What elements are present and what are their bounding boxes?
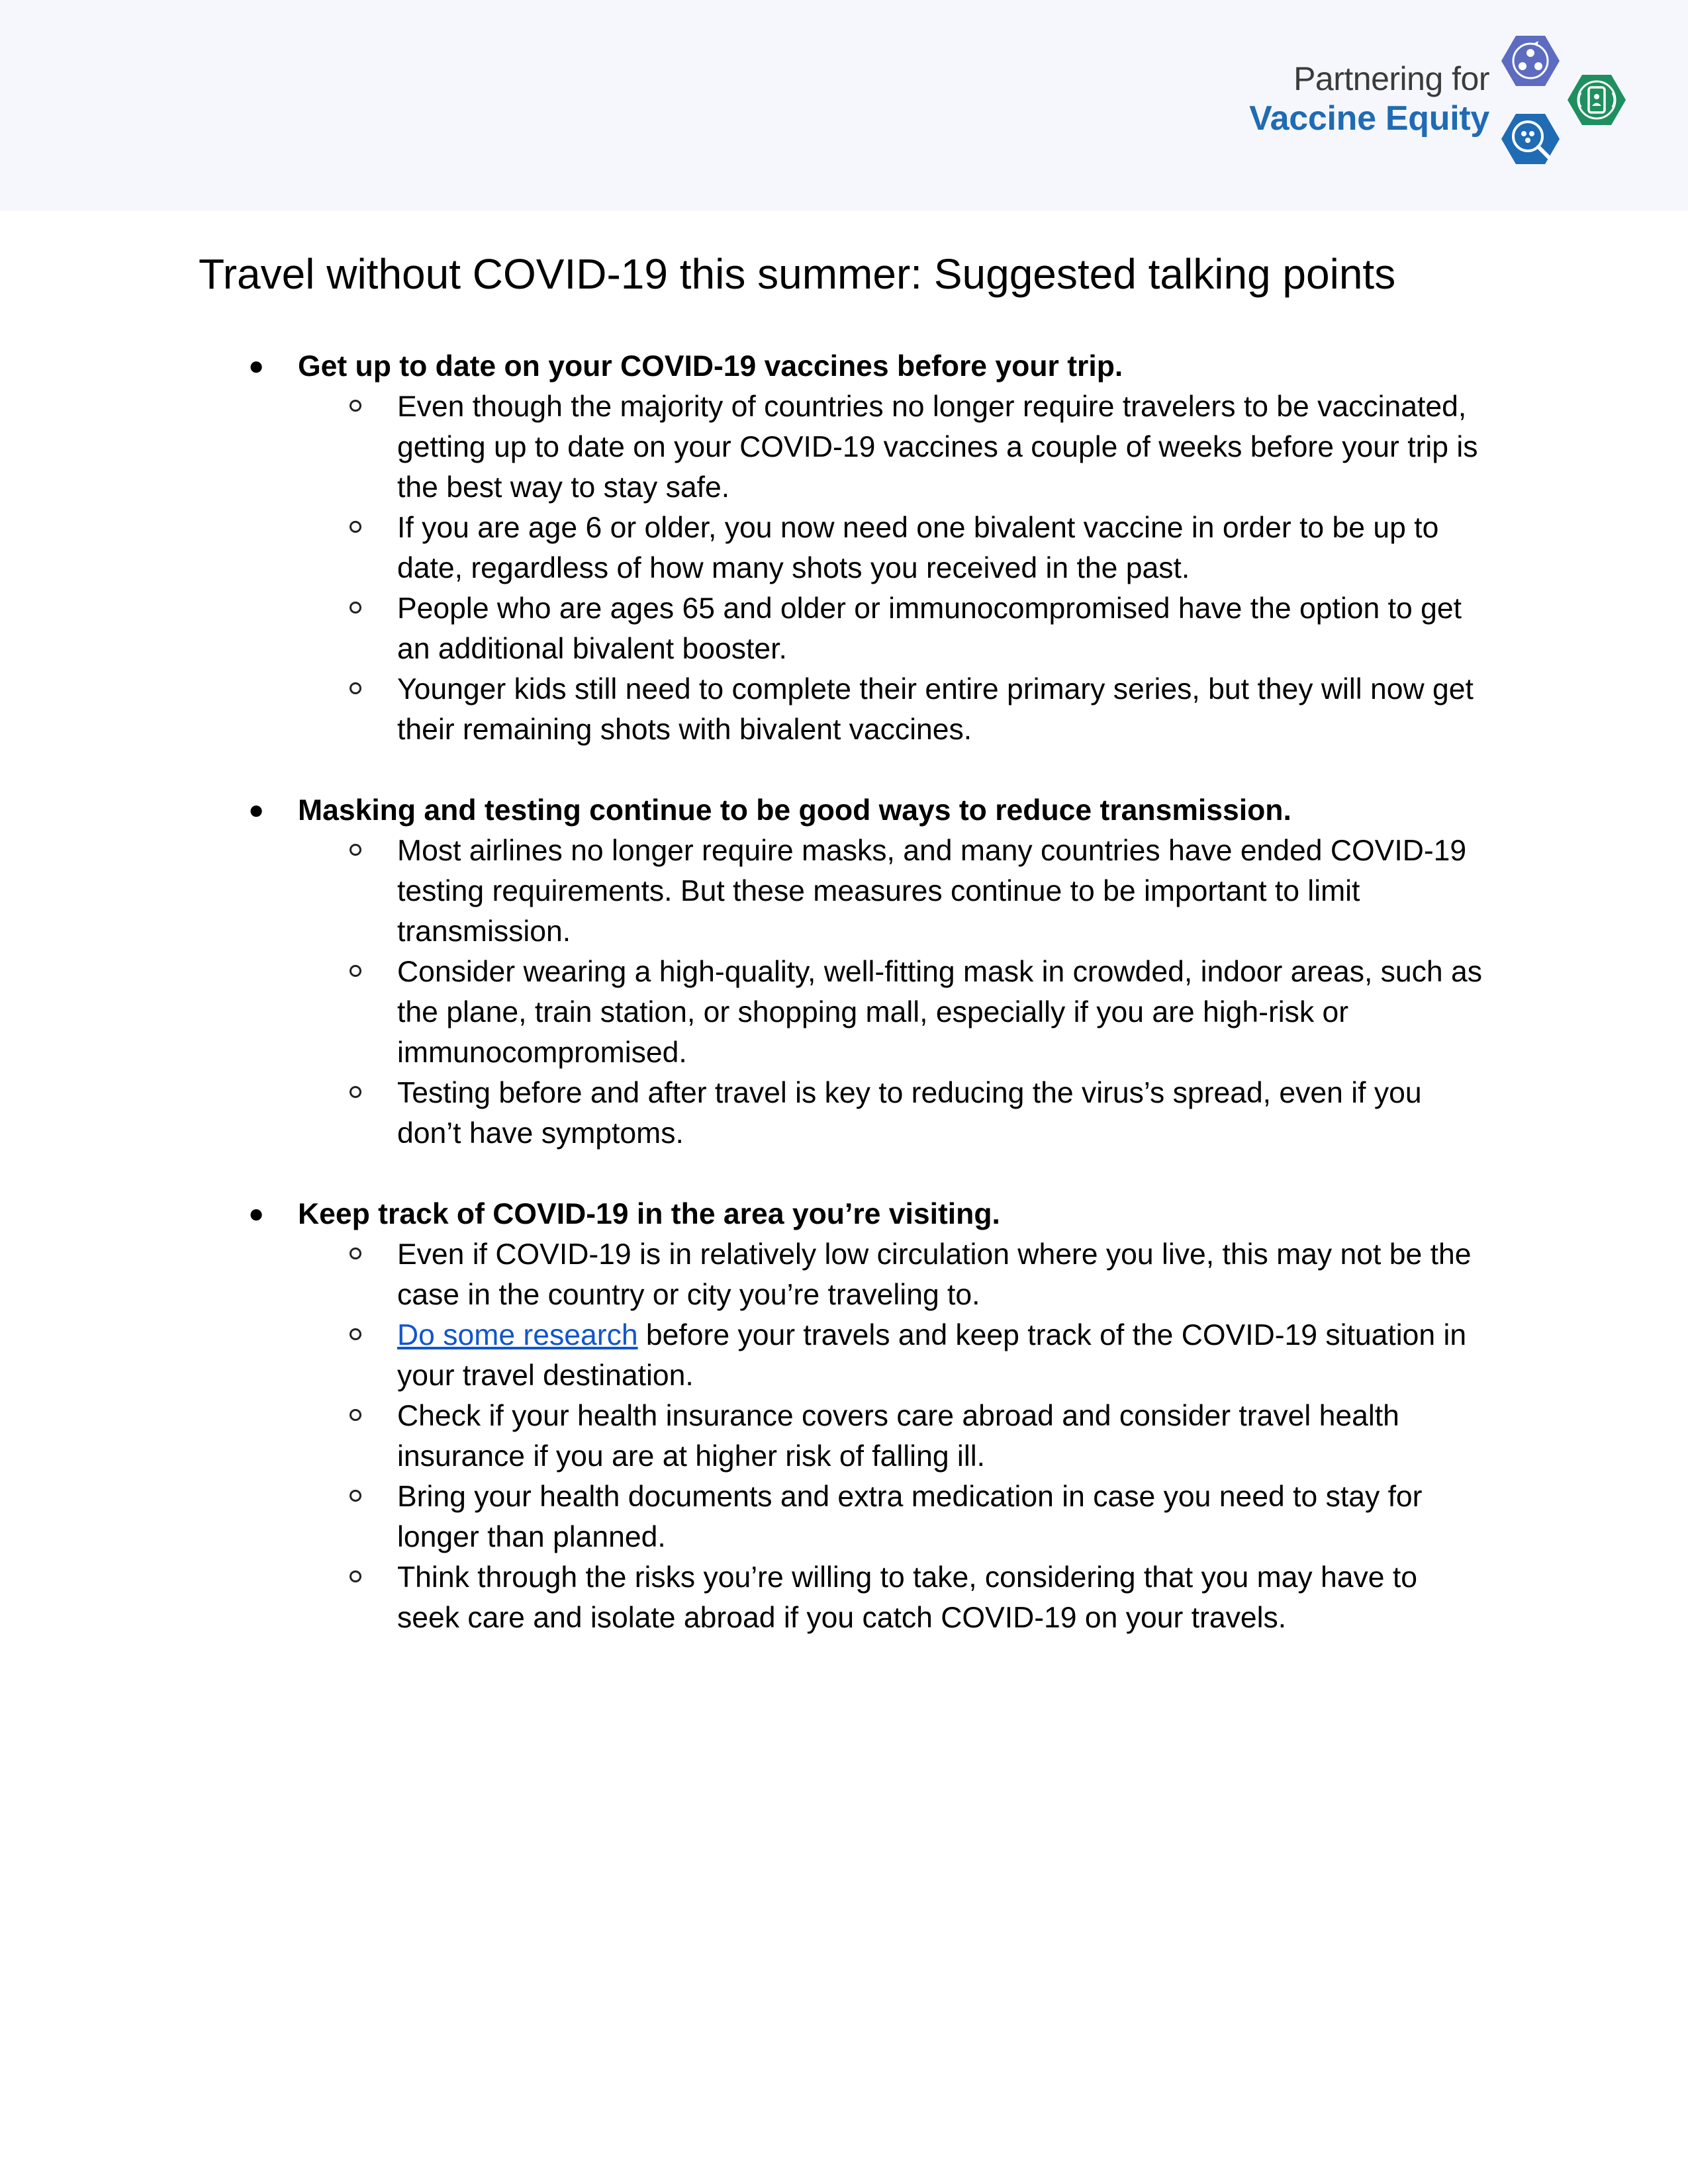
- list-item-text: If you are age 6 or older, you now need one bivalent vaccine in order to be up to date, regardless of how many shots you received in the past.: [397, 512, 1439, 584]
- list-item-text: Check if your health insurance covers care abroad and consider travel health insurance if you are at higher risk of falling ill.: [397, 1400, 1399, 1473]
- list-item: [0, 588, 1483, 669]
- list-item: [0, 1557, 1483, 1638]
- list-item: [0, 669, 1483, 750]
- bullet-dot: ●: [248, 1199, 265, 1228]
- list-item-text: before your travels and keep track of the COVID-19 situation in your travel destination.: [397, 1319, 1467, 1392]
- sub-list: [0, 387, 1688, 750]
- section-heading: [0, 790, 1688, 831]
- page-title: Travel without COVID-19 this summer: Suggested talking points: [199, 250, 1396, 298]
- research-link[interactable]: Do some research: [397, 1319, 638, 1351]
- list-item: [0, 1477, 1483, 1557]
- sub-list: [0, 1234, 1688, 1638]
- section-heading-text: Get up to date on your COVID-19 vaccines before your trip.: [298, 350, 1123, 383]
- section-vaccines: [0, 346, 1688, 750]
- list-item: [0, 1315, 1483, 1396]
- list-item-text: Younger kids still need to complete their entire primary series, but they will now get their remaining shots with bivalent vaccines.: [397, 673, 1474, 746]
- section-masking-testing: [0, 790, 1688, 1154]
- list-item: [0, 508, 1483, 588]
- list-item: [0, 952, 1483, 1073]
- bullet-circle: [350, 400, 361, 412]
- bullet-circle: [350, 602, 361, 614]
- bullet-circle: [350, 1570, 361, 1582]
- sub-list: [0, 831, 1688, 1154]
- list-item-text: Testing before and after travel is key to reducing the virus’s spread, even if you don’t have symptoms.: [397, 1077, 1422, 1150]
- bullet-circle: [350, 965, 361, 977]
- list-item-text: Even though the majority of countries no longer require travelers to be vaccinated, getting up to date on your COVID-19 vaccines a couple of weeks before your trip is the best way to stay safe.: [397, 390, 1478, 504]
- section-heading: [0, 346, 1688, 387]
- bullet-circle: [350, 1409, 361, 1421]
- bullet-circle: [350, 1490, 361, 1502]
- list-item-text: Consider wearing a high-quality, well-fitting mask in crowded, indoor areas, such as the plane, train station, or shopping mall, especially if you are high-risk or immunocompromised.: [397, 956, 1483, 1069]
- bullet-circle: [350, 1248, 361, 1259]
- list-item-text: Even if COVID-19 is in relatively low circulation where you live, this may not be the case in the country or city you’re traveling to.: [397, 1238, 1472, 1311]
- list-item: [0, 831, 1483, 952]
- list-item-text: People who are ages 65 and older or immunocompromised have the option to get an additional bivalent booster.: [397, 592, 1462, 665]
- header-band: [0, 0, 1688, 210]
- list-item-text: Most airlines no longer require masks, and many countries have ended COVID-19 testing requirements. But these measures continue to be important to limit transmission.: [397, 835, 1467, 948]
- mobile-phone-icon: [1568, 75, 1626, 125]
- section-heading-text: Masking and testing continue to be good ways to reduce transmission.: [298, 794, 1291, 827]
- list-item-text: Think through the risks you’re willing to take, considering that you may have to seek care and isolate abroad if you catch COVID-19 on your travels.: [397, 1561, 1417, 1634]
- bullet-circle: [350, 1328, 361, 1340]
- bullet-dot: ●: [248, 796, 265, 825]
- logo-line-2: Vaccine Equity: [1249, 99, 1489, 138]
- list-item: [0, 1073, 1483, 1154]
- list-item: [0, 1396, 1483, 1477]
- search-community-icon: [1501, 114, 1560, 164]
- bullet-circle: [350, 844, 361, 856]
- logo-line-1: Partnering for: [1293, 60, 1489, 97]
- list-item: [0, 387, 1483, 508]
- list-item-text: Bring your health documents and extra medication in case you need to stay for longer than planned.: [397, 1480, 1423, 1553]
- bullet-dot: ●: [248, 351, 265, 381]
- talking-points: [0, 346, 1688, 1678]
- section-heading-text: Keep track of COVID-19 in the area you’re visiting.: [298, 1198, 1000, 1230]
- section-heading: [0, 1194, 1688, 1234]
- bullet-circle: [350, 1086, 361, 1098]
- people-network-icon: [1501, 36, 1560, 86]
- bullet-circle: [350, 521, 361, 533]
- section-track-covid: [0, 1194, 1688, 1638]
- list-item: [0, 1234, 1483, 1315]
- logo-hexagons: [1489, 19, 1662, 184]
- logo-wordmark: [1249, 60, 1489, 139]
- bullet-circle: [350, 682, 361, 694]
